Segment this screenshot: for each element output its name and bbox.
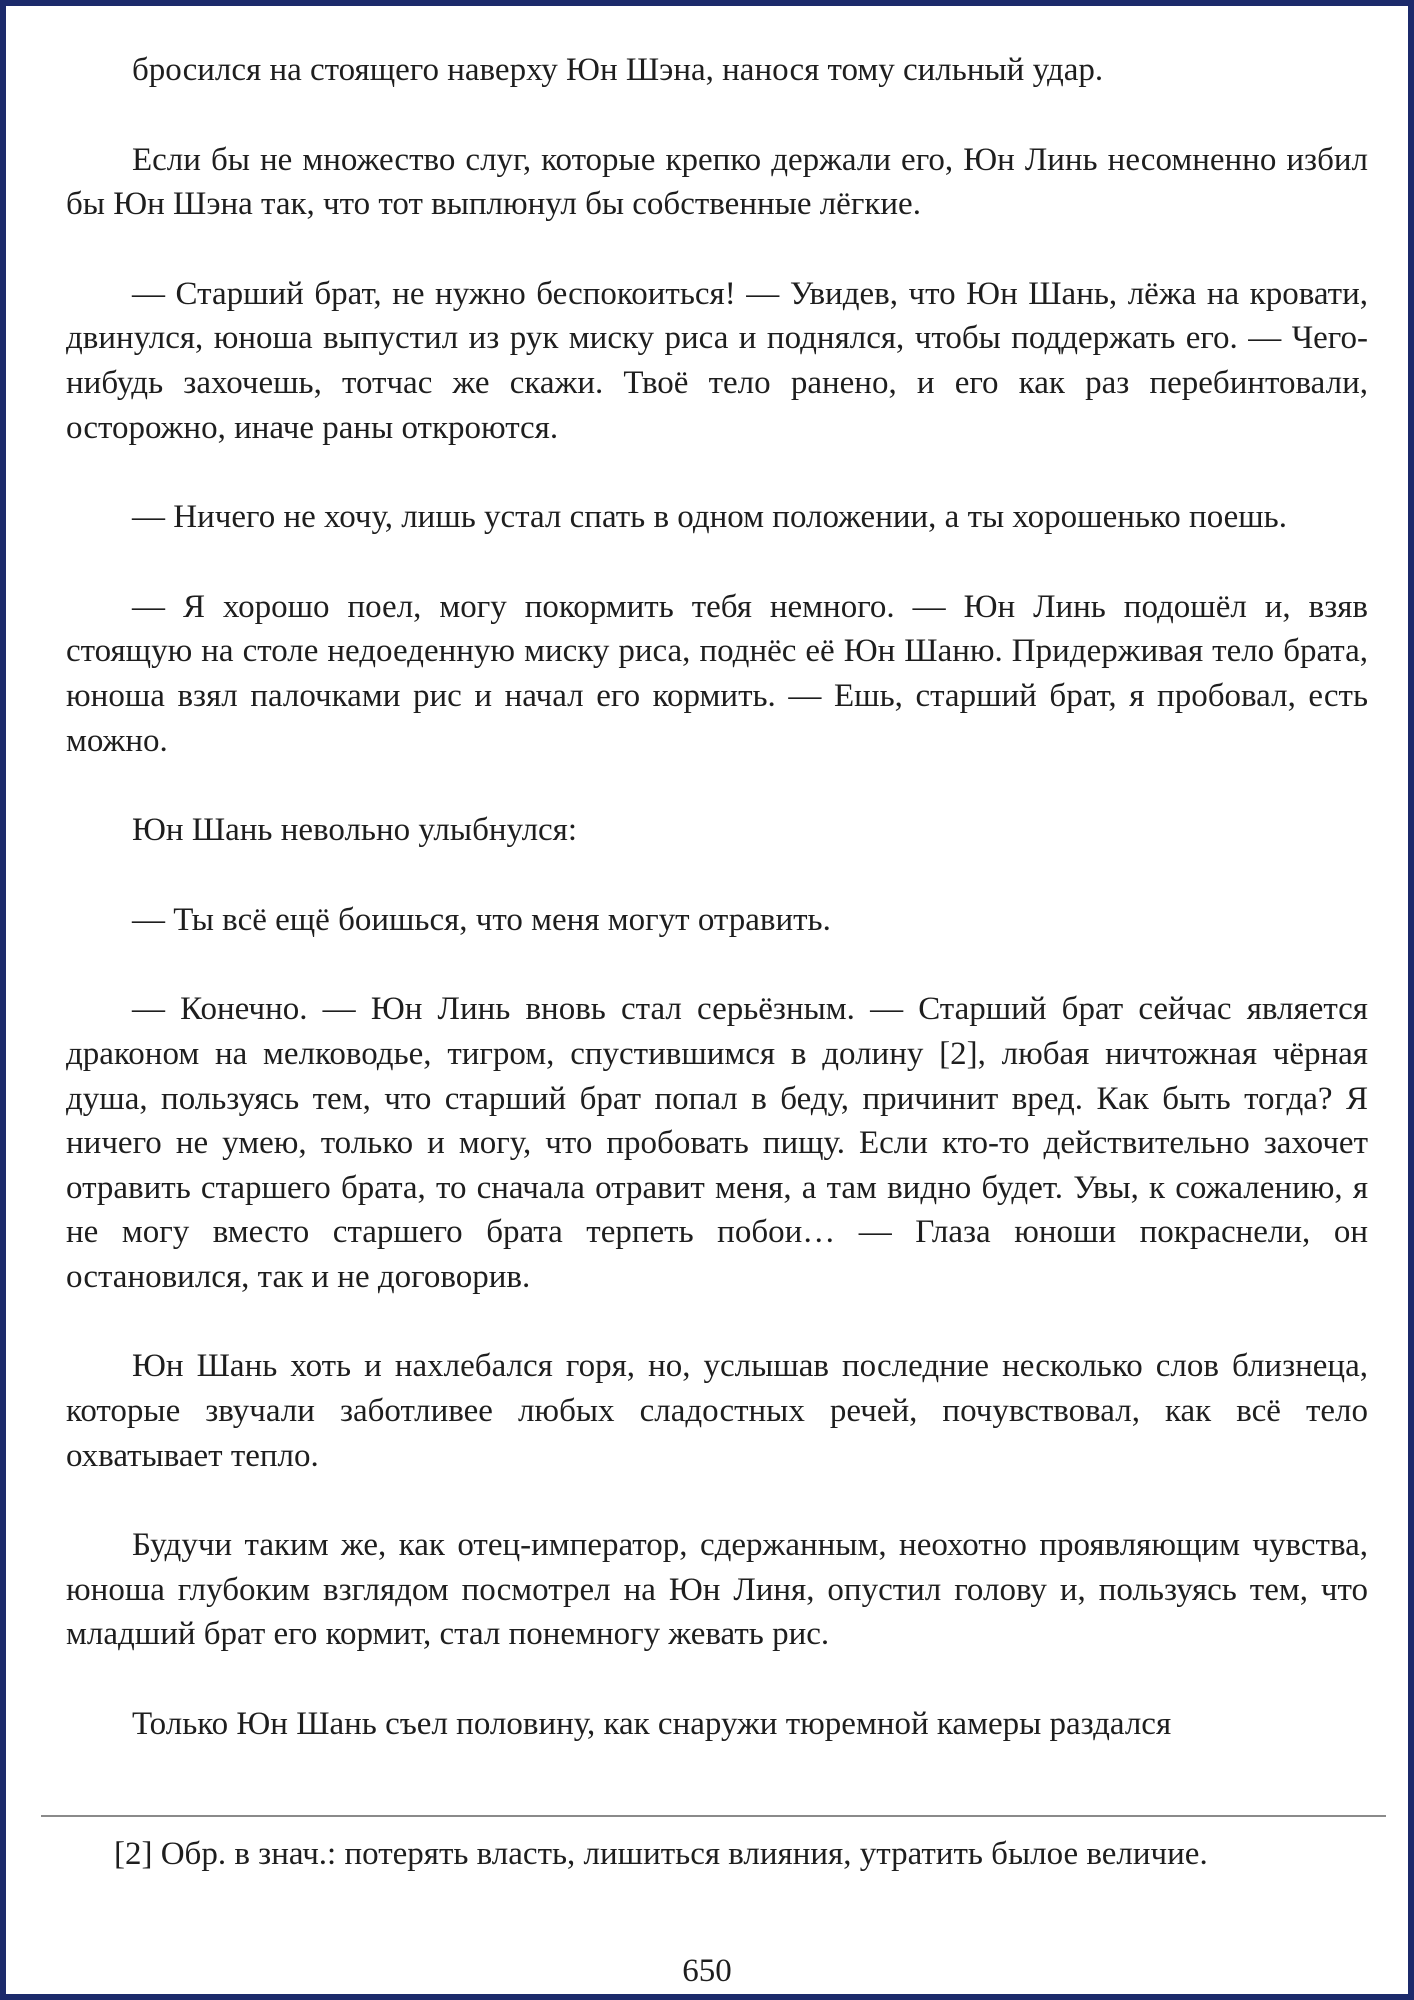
document-page bbox=[6, 6, 1408, 1994]
footnote: [2] Обр. в знач.: потерять власть, лишиться влияния, утратить былое величие. bbox=[114, 1836, 1208, 1872]
paragraph-4: — Ничего не хочу, лишь устал спать в одном положении, а ты хорошенько поешь. bbox=[132, 499, 1287, 536]
body-text bbox=[66, 48, 1368, 1792]
footnote-divider bbox=[41, 1815, 1386, 1817]
paragraph-6: Юн Шань невольно улыбнулся: bbox=[132, 812, 578, 849]
page-number: 650 bbox=[682, 1953, 732, 1989]
paragraph-8: — Конечно. — Юн Линь вновь стал серьёзным. — Старший брат сейчас является драконом на мелководье, тигром, спустившимся в долину [2], любая ничтожная чёрная душа, пользуясь тем, что старший брат попал в беду, причинит вред. Как быть тогда? Я ничего не умею, только и могу, что пробовать пищу. Если кто-то действительно захочет отравить старшего брата, то сначала отравит меня, а там видно будет. Увы, к сожалению, я не могу вместо старшего брата терпеть побои… — Глаза юноши покраснели, он остановился, так и не договорив. bbox=[66, 991, 1368, 1295]
paragraph-10: Будучи таким же, как отец-император, сдержанным, неохотно проявляющим чувства, юноша глубоким взглядом посмотрел на Юн Линя, опустил голову и, пользуясь тем, что младший брат его кормит, стал понемногу жевать рис. bbox=[66, 1527, 1368, 1653]
paragraph-9: Юн Шань хоть и нахлебался горя, но, услышав последние несколько слов близнеца, которые звучали заботливее любых сладостных речей, почувствовал, как всё тело охватывает тепло. bbox=[66, 1348, 1368, 1474]
paragraph-7: — Ты всё ещё боишься, что меня могут отравить. bbox=[132, 901, 831, 938]
paragraph-11: Только Юн Шань съел половину, как снаружи тюремной камеры раздался bbox=[132, 1706, 1172, 1743]
paragraph-2: Если бы не множество слуг, которые крепко держали его, Юн Линь несомненно избил бы Юн Шэна так, что тот выплюнул бы собственные лёгкие. bbox=[66, 141, 1368, 223]
paragraph-5: — Я хорошо поел, могу покормить тебя немного. — Юн Линь подошёл и, взяв стоящую на столе недоеденную миску риса, поднёс её Юн Шаню. Придерживая тело брата, юноша взял палочками рис и начал его кормить. — Ешь, старший брат, я пробовал, есть можно. bbox=[66, 588, 1368, 759]
paragraph-3: — Старший брат, не нужно беспокоиться! — Увидев, что Юн Шань, лёжа на кровати, двинулся, юноша выпустил из рук миску риса и поднялся, чтобы поддержать его. — Чего-нибудь захочешь, тотчас же скажи. Твоё тело ранено, и его как раз перебинтовали, осторожно, иначе раны откроются. bbox=[66, 275, 1368, 446]
paragraph-1: бросился на стоящего наверху Юн Шэна, нанося тому сильный удар. bbox=[132, 52, 1104, 88]
